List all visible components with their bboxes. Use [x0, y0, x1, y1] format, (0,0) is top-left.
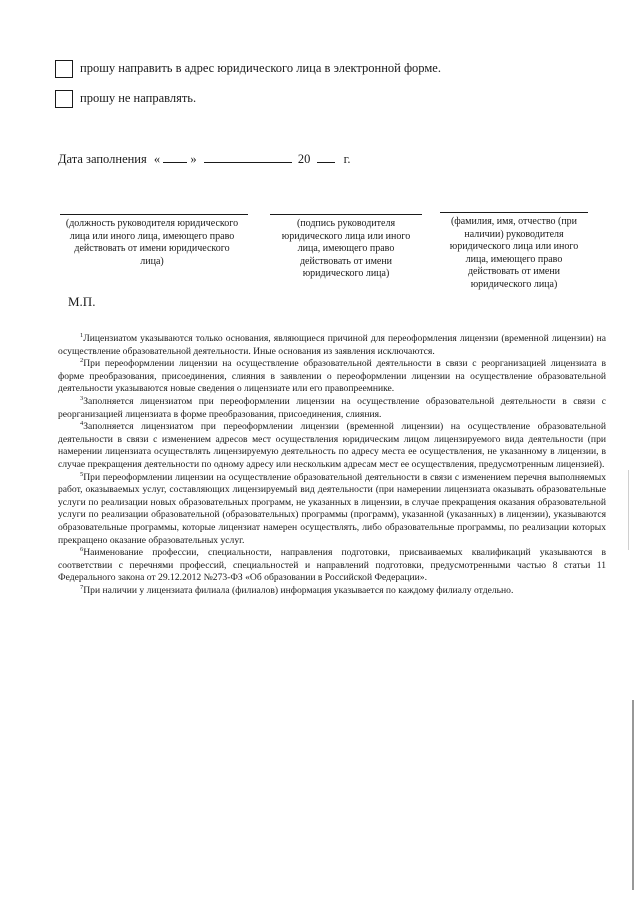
footnote-number: 4: [80, 419, 84, 427]
day-blank[interactable]: [163, 162, 187, 163]
option-label-send-electronic: прошу направить в адрес юридического лица в электронной форме.: [80, 61, 441, 75]
signature-line[interactable]: [270, 214, 422, 215]
position-caption: (должность руководителя юридического лица или иного лица, имеющего право действовать от имени юридического лица): [65, 218, 239, 267]
footnote-number: 2: [80, 357, 84, 364]
footnotes: [58, 333, 606, 597]
full-name-signature-line[interactable]: [440, 212, 588, 213]
close-quote: »: [190, 152, 197, 166]
footnote-number: 6: [80, 545, 84, 553]
footnote-item: [58, 396, 606, 421]
footnote-item: [58, 421, 606, 471]
scan-edge-mark: [628, 470, 629, 550]
footnote-item: [58, 585, 606, 598]
footnote-item: [58, 333, 606, 358]
date-line: [58, 152, 350, 167]
footnote-text: При наличии у лицензиата филиала (филиалов) информация указывается по каждому филиалу отдельно.: [83, 584, 514, 596]
position-signature-line[interactable]: [60, 214, 248, 215]
full-name-caption: (фамилия, имя, отчество (при наличии) руководителя юридического лица или иного лица, имеющего право действовать от имени юридического лица): [449, 216, 579, 290]
option-label-do-not-send: прошу не направлять.: [80, 91, 197, 105]
footnote-number: 7: [80, 583, 84, 591]
checkbox-do-not-send[interactable]: [55, 90, 73, 108]
signature-caption: (подпись руководителя юридического лица или иного лица, имеющего право действовать от имени юридического лица): [281, 218, 411, 279]
year-prefix: 20: [297, 152, 311, 166]
footnote-number: 5: [80, 470, 84, 478]
open-quote: «: [153, 152, 161, 166]
footnote-text: Наименование профессии, специальности, направления подготовки, присваиваемых квалификаций указываются в соответствии с перечнями профессий, специальностей и направлений подготовки, предусмотренными частью 8 статьи 11 Федерального закона от 29.12.2012 №273-ФЗ «Об образовании в Российской Федерации».: [58, 547, 606, 584]
scan-edge-mark: [632, 700, 634, 890]
footnote-item: [58, 547, 606, 585]
footnote-text: Заполняется лицензиатом при переоформлении лицензии (временной лицензии) на осуществление образовательной деятельности в связи с изменением адресов мест осуществления юридическим лицом лицензируемого вида деятельности (при намерении лицензиата осуществлять лицензируемую деятельность по адресу места ее осуществления, не указанному в лицензии, в случае прекращения деятельности по одному адресу или нескольким адресам мест ее осуществления, предусмотренным лицензией).: [58, 421, 606, 470]
footnote-number: 1: [80, 331, 84, 339]
footnote-text: Лицензиатом указываются только основания, являющиеся причиной для переоформления лицензии (временной лицензии) на осуществление образовательной деятельности. Иные основания из заявления исключаются.: [58, 333, 606, 357]
date-label: Дата заполнения: [58, 152, 147, 166]
footnote-number: 3: [80, 394, 84, 402]
month-blank[interactable]: [204, 162, 292, 163]
footnote-text: При переоформлении лицензии на осуществление образовательной деятельности в связи с реорганизацией лицензиата в форме преобразования, присоединения, слияния в заявлении о переоформлении лицензии на осуществление образовательной деятельности указываются новые сведения о лицензиате или его правопреемнике.: [58, 358, 606, 395]
footnote-text: При переоформлении лицензии на осуществление образовательной деятельности в связи с изменением перечня выполняемых работ, оказываемых услуг, составляющих лицензируемый вид деятельности (при намерении лицензиата оказывать образовательные услуги по реализации новых образовательных программ, не указанных в лицензии, в случае прекращения оказания образовательной услуги по реализации образовательной (образовательных) программы (программ), указанной (указанных) в лицензии), указываются образовательные программы, которые лицензиат намерен осуществлять, либо образовательные программы, по реализации которых прекращено оказание образовательных услуг.: [58, 471, 606, 546]
footnote-item: [58, 358, 606, 396]
year-suffix: г.: [343, 152, 351, 166]
stamp-label: М.П.: [68, 294, 96, 309]
footnote-item: [58, 472, 606, 548]
checkbox-send-electronic[interactable]: [55, 60, 73, 78]
year-blank[interactable]: [317, 162, 335, 163]
footnote-text: Заполняется лицензиатом при переоформлении лицензии на осуществление образовательной деятельности в связи с реорганизацией лицензиата в форме преобразования, присоединения, слияния.: [58, 395, 606, 420]
